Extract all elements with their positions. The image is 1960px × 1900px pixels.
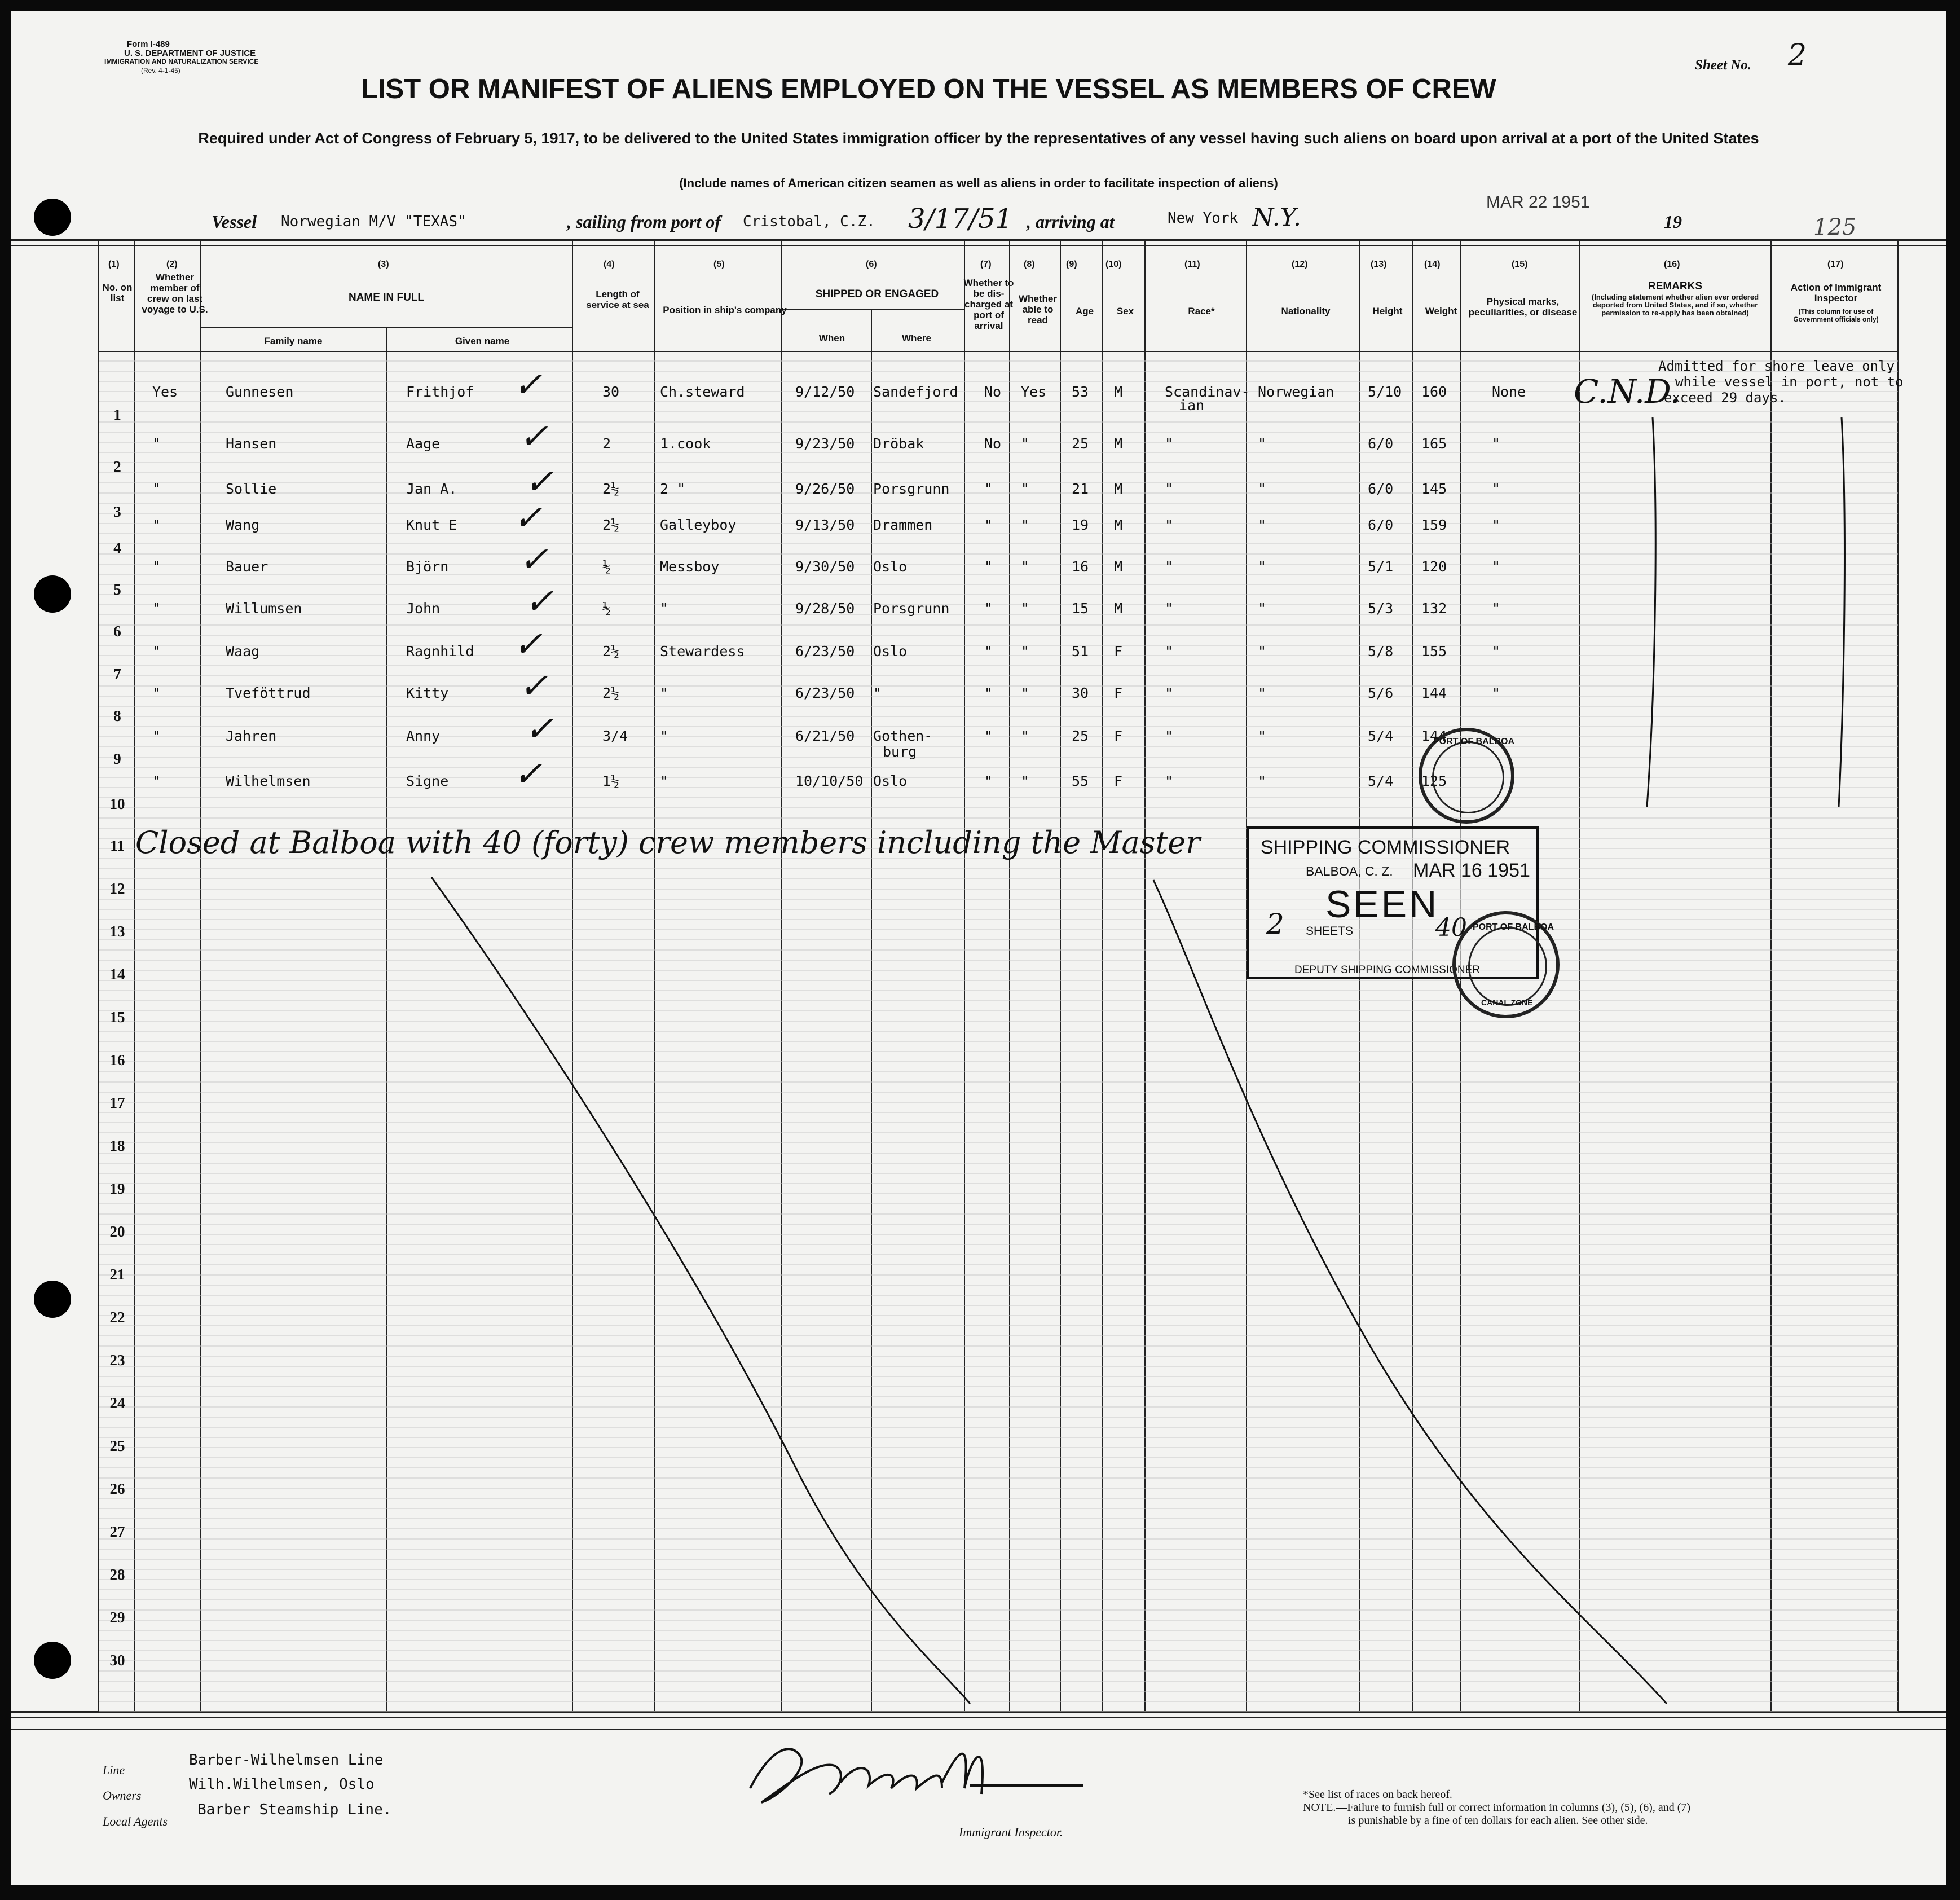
shipped-where: " xyxy=(873,685,882,701)
position: Stewardess xyxy=(660,643,745,659)
to-be-discharged: No xyxy=(984,436,1002,452)
row-number: 24 xyxy=(109,1395,125,1411)
able-to-read: " xyxy=(1021,728,1030,744)
header-where: Where xyxy=(902,333,931,344)
family-name: Hansen xyxy=(226,436,277,452)
col-number: (8) xyxy=(1024,260,1035,269)
sex: F xyxy=(1114,685,1123,701)
row-number: 12 xyxy=(109,880,125,897)
race: " xyxy=(1165,685,1174,701)
age: 16 xyxy=(1072,558,1089,575)
crew-last-voyage: Yes xyxy=(152,384,178,400)
nationality: " xyxy=(1258,685,1267,701)
footer-note: is punishable by a fine of ten dollars for each alien. See other side. xyxy=(1348,1814,1648,1827)
position: 1.cook xyxy=(660,436,711,452)
footer-line-value: Barber-Wilhelmsen Line xyxy=(189,1752,384,1769)
footer-agents-value: Barber Steamship Line. xyxy=(197,1801,392,1818)
sex: M xyxy=(1114,558,1123,575)
row-number: 26 xyxy=(109,1480,125,1497)
header-shipped-engaged: SHIPPED OR ENGAGED xyxy=(815,288,939,300)
row-number: 20 xyxy=(109,1223,125,1240)
given-name: Jan A. xyxy=(406,481,457,497)
age: 25 xyxy=(1072,728,1089,744)
service-length: 2½ xyxy=(602,517,620,533)
sex: F xyxy=(1114,728,1123,744)
able-to-read: " xyxy=(1021,685,1030,701)
stamp-sheets-label: SHEETS xyxy=(1306,925,1354,938)
sex: M xyxy=(1114,600,1123,617)
weight: 132 xyxy=(1421,600,1447,617)
shipped-when: 9/30/50 xyxy=(795,558,855,575)
height: 5/1 xyxy=(1368,558,1394,575)
family-name: Wilhelmsen xyxy=(226,773,311,789)
shipped-when: 6/23/50 xyxy=(795,685,855,701)
service-length: ½ xyxy=(602,558,611,575)
service-length: 30 xyxy=(602,384,620,400)
to-be-discharged: " xyxy=(984,600,993,617)
height: 5/10 xyxy=(1368,384,1402,400)
header-length-service: Length of service at sea xyxy=(586,289,649,310)
shipped-where: Oslo xyxy=(873,558,908,575)
sex: F xyxy=(1114,643,1123,659)
col-number: (11) xyxy=(1184,260,1200,269)
weight: 144 xyxy=(1421,685,1447,701)
header-height: Height xyxy=(1372,306,1403,316)
row-number: 1 xyxy=(113,406,121,423)
weight: 160 xyxy=(1421,384,1447,400)
shipped-when: 6/21/50 xyxy=(795,728,855,744)
age: 30 xyxy=(1072,685,1089,701)
header-family-name: Family name xyxy=(264,336,323,346)
physical-marks: None xyxy=(1492,384,1526,400)
header-crew-last-voyage: Whether member of crew on last voyage to U.S. xyxy=(142,272,208,315)
col-number: (5) xyxy=(713,260,725,269)
race: " xyxy=(1165,600,1174,617)
header-name-in-full: NAME IN FULL xyxy=(348,292,425,304)
able-to-read: " xyxy=(1021,600,1030,617)
inspector-label: Immigrant Inspector. xyxy=(959,1825,1063,1839)
to-be-discharged: " xyxy=(984,481,993,497)
check-mark-icon: ✓ xyxy=(525,580,554,622)
position: Messboy xyxy=(660,558,720,575)
crew-last-voyage: " xyxy=(152,685,161,701)
position: Galleyboy xyxy=(660,517,737,533)
col-number: (13) xyxy=(1371,260,1387,269)
col-number: (16) xyxy=(1664,260,1680,269)
sex: M xyxy=(1114,517,1123,533)
weight: 165 xyxy=(1421,436,1447,452)
header-no-on-list: No. on list xyxy=(102,282,133,304)
given-name: Frithjof xyxy=(406,384,474,400)
weight: 120 xyxy=(1421,558,1447,575)
page-title: LIST OR MANIFEST OF ALIENS EMPLOYED ON THE VESSEL AS MEMBERS OF CREW xyxy=(361,74,1496,104)
able-to-read: " xyxy=(1021,481,1030,497)
weight: 144 xyxy=(1421,728,1447,744)
age: 19 xyxy=(1072,517,1089,533)
col-number: (9) xyxy=(1066,260,1077,269)
crew-last-voyage: " xyxy=(152,558,161,575)
page-subtitle: Required under Act of Congress of February 5, 1917, to be delivered to the United States immigration officer by the representatives of any vessel having such aliens on board upon arrival at a port of the United States xyxy=(198,130,1759,147)
arrival-date-stamp: MAR 22 1951 xyxy=(1486,193,1590,212)
position: " xyxy=(660,728,669,744)
sex: M xyxy=(1114,436,1123,452)
row-number: 4 xyxy=(113,539,121,556)
weight: 125 xyxy=(1421,773,1447,789)
to-be-discharged: " xyxy=(984,643,993,659)
check-mark-icon: ✓ xyxy=(525,461,554,502)
shipped-where: Oslo xyxy=(873,643,908,659)
row-number: 18 xyxy=(109,1137,125,1154)
port-to: New York xyxy=(1168,210,1239,227)
col-number: (2) xyxy=(166,260,178,269)
sex: F xyxy=(1114,773,1123,789)
stamp-seen: SEEN xyxy=(1325,883,1439,926)
vessel-name: Norwegian M/V "TEXAS" xyxy=(281,213,466,230)
age: 25 xyxy=(1072,436,1089,452)
stamp-title: SHIPPING COMMISSIONER xyxy=(1261,837,1510,858)
year-label: 19 xyxy=(1664,212,1682,232)
row-number: 8 xyxy=(113,707,121,724)
row-number: 21 xyxy=(109,1266,125,1283)
header-weight: Weight xyxy=(1425,306,1457,316)
nationality: " xyxy=(1258,436,1267,452)
physical-marks: " xyxy=(1492,436,1501,452)
able-to-read: Yes xyxy=(1021,384,1047,400)
crew-last-voyage: " xyxy=(152,728,161,744)
weight: 159 xyxy=(1421,517,1447,533)
able-to-read: " xyxy=(1021,436,1030,452)
given-name: Signe xyxy=(406,773,449,789)
check-mark-icon: ✓ xyxy=(513,753,543,794)
service: IMMIGRATION AND NATURALIZATION SERVICE xyxy=(104,58,259,65)
col-number: (14) xyxy=(1424,260,1441,269)
nationality: Norwegian xyxy=(1258,384,1334,400)
shipped-when: 10/10/50 xyxy=(795,773,864,789)
seal-subtext: CANAL ZONE xyxy=(1481,998,1533,1007)
crew-last-voyage: " xyxy=(152,517,161,533)
check-mark-icon: ✓ xyxy=(525,708,554,749)
shipped-where: Gothen- xyxy=(873,728,933,744)
check-mark-icon: ✓ xyxy=(519,416,548,457)
row-number: 23 xyxy=(109,1352,125,1369)
remark-admitted: while vessel in port, not to xyxy=(1675,374,1904,390)
header-able-to-read: Whether able to read xyxy=(1019,293,1057,326)
height: 6/0 xyxy=(1368,481,1394,497)
shipped-where: Sandefjord xyxy=(873,384,958,400)
race: Scandinav- xyxy=(1165,384,1250,400)
physical-marks: " xyxy=(1492,643,1501,659)
family-name: Sollie xyxy=(226,481,277,497)
vessel-label: Vessel xyxy=(212,212,257,232)
sex: M xyxy=(1114,384,1123,400)
nationality: " xyxy=(1258,773,1267,789)
header-inspector-action: Action of Immigrant Inspector xyxy=(1790,282,1882,304)
row-number: 11 xyxy=(110,837,125,854)
row-number: 15 xyxy=(109,1009,125,1026)
page-mark: 125 xyxy=(1813,214,1857,240)
able-to-read: " xyxy=(1021,517,1030,533)
row-number: 28 xyxy=(109,1566,125,1583)
crew-last-voyage: " xyxy=(152,600,161,617)
manifest-sheet xyxy=(11,11,1946,1885)
able-to-read: " xyxy=(1021,773,1030,789)
shipped-when: 9/28/50 xyxy=(795,600,855,617)
footer-owners-value: Wilh.Wilhelmsen, Oslo xyxy=(189,1776,375,1793)
service-length: ½ xyxy=(602,600,611,617)
stamp-crew-count: 40 xyxy=(1435,913,1467,942)
stamp-date: MAR 16 1951 xyxy=(1413,860,1530,881)
family-name: Willumsen xyxy=(226,600,302,617)
header-age: Age xyxy=(1075,306,1094,316)
header-sex: Sex xyxy=(1116,306,1134,316)
to-be-discharged: " xyxy=(984,558,993,575)
crew-last-voyage: " xyxy=(152,643,161,659)
header-inspector-note: (This column for use of Government officials only) xyxy=(1793,307,1879,323)
nationality: " xyxy=(1258,558,1267,575)
header-discharged: Whether to be dis-charged at port of arrival xyxy=(963,278,1014,331)
revision: (Rev. 4-1-45) xyxy=(141,67,180,74)
height: 5/4 xyxy=(1368,773,1394,789)
given-name: Anny xyxy=(406,728,441,744)
check-mark-icon: ✓ xyxy=(513,364,543,405)
row-number: 6 xyxy=(113,623,121,640)
departure-date: 3/17/51 xyxy=(908,203,1013,235)
footer-line-label: Line xyxy=(103,1763,125,1777)
row-number: 29 xyxy=(109,1609,125,1626)
given-name: John xyxy=(406,600,441,617)
stamp-footer: DEPUTY SHIPPING COMMISSIONER xyxy=(1294,964,1481,976)
family-name: Gunnesen xyxy=(226,384,294,400)
height: 5/4 xyxy=(1368,728,1394,744)
shipped-where: Dröbak xyxy=(873,436,924,452)
sheet-number: 2 xyxy=(1788,38,1807,72)
weight: 145 xyxy=(1421,481,1447,497)
shipped-where: Oslo xyxy=(873,773,908,789)
able-to-read: " xyxy=(1021,558,1030,575)
shipped-when: 9/13/50 xyxy=(795,517,855,533)
header-remarks: REMARKS xyxy=(1648,280,1703,292)
physical-marks: " xyxy=(1492,558,1501,575)
position: " xyxy=(660,600,669,617)
shipped-when: 9/26/50 xyxy=(795,481,855,497)
given-name: Knut E xyxy=(406,517,457,533)
remark-cnd: C.N.D. xyxy=(1574,372,1681,411)
service-length: 1½ xyxy=(602,773,620,789)
sex: M xyxy=(1114,481,1123,497)
form-number: Form I-489 xyxy=(127,39,170,49)
row-number: 9 xyxy=(113,750,121,767)
row-number: 22 xyxy=(109,1309,125,1326)
nationality: " xyxy=(1258,643,1267,659)
to-be-discharged: " xyxy=(984,773,993,789)
check-mark-icon: ✓ xyxy=(513,623,543,665)
given-name: Björn xyxy=(406,558,449,575)
row-number: 30 xyxy=(109,1652,125,1669)
position: " xyxy=(660,773,669,789)
col-number: (1) xyxy=(108,260,120,269)
seal-text: PORT OF BALBOA xyxy=(1473,922,1554,932)
service-length: 2½ xyxy=(602,643,620,659)
port-of-balboa-seal xyxy=(1452,911,1560,1018)
col-number: (12) xyxy=(1292,260,1308,269)
to-be-discharged: " xyxy=(984,728,993,744)
port-of-balboa-seal xyxy=(1419,728,1514,824)
col-number: (3) xyxy=(378,260,389,269)
header-physical-marks: Physical marks, peculiarities, or disease xyxy=(1468,296,1578,318)
crew-last-voyage: " xyxy=(152,773,161,789)
header-nationality: Nationality xyxy=(1281,306,1331,316)
header-race: Race* xyxy=(1188,306,1215,316)
family-name: Waag xyxy=(226,643,260,659)
port-to-state: N.Y. xyxy=(1252,203,1302,232)
race: " xyxy=(1165,436,1174,452)
given-name: Kitty xyxy=(406,685,449,701)
position: " xyxy=(660,685,669,701)
stamp-sheets-count: 2 xyxy=(1266,908,1284,940)
stamp-location: BALBOA, C. Z. xyxy=(1306,864,1393,878)
race: " xyxy=(1165,481,1174,497)
position: 2 " xyxy=(660,481,686,497)
shipped-when: 9/12/50 xyxy=(795,384,855,400)
row-number: 2 xyxy=(113,458,121,475)
row-number: 19 xyxy=(109,1180,125,1197)
family-name: Jahren xyxy=(226,728,277,744)
row-number: 10 xyxy=(109,795,125,812)
age: 21 xyxy=(1072,481,1089,497)
to-be-discharged: " xyxy=(984,685,993,701)
age: 55 xyxy=(1072,773,1089,789)
weight: 155 xyxy=(1421,643,1447,659)
able-to-read: " xyxy=(1021,643,1030,659)
check-mark-icon: ✓ xyxy=(519,539,548,580)
height: 6/0 xyxy=(1368,436,1394,452)
shipped-where-cont: burg xyxy=(883,744,917,760)
physical-marks: " xyxy=(1492,685,1501,701)
row-number: 25 xyxy=(109,1437,125,1454)
race: " xyxy=(1165,558,1174,575)
note-line: (Include names of American citizen seamen as well as aliens in order to facilitate inspection of aliens) xyxy=(679,176,1278,190)
seal-text: PORT OF BALBOA xyxy=(1433,737,1514,746)
check-mark-icon: ✓ xyxy=(513,497,543,538)
sheet-label: Sheet No. xyxy=(1695,58,1751,73)
port-from: Cristobal, C.Z. xyxy=(743,213,875,230)
height: 5/8 xyxy=(1368,643,1394,659)
col-number: (6) xyxy=(866,260,877,269)
family-name: Bauer xyxy=(226,558,268,575)
physical-marks: " xyxy=(1492,481,1501,497)
height: 5/6 xyxy=(1368,685,1394,701)
position: Ch.steward xyxy=(660,384,745,400)
col-number: (17) xyxy=(1827,260,1844,269)
shipped-where: Drammen xyxy=(873,517,933,533)
remark-admitted: exceed 29 days. xyxy=(1664,390,1786,406)
footer-owners-label: Owners xyxy=(103,1788,142,1802)
shipped-where: Porsgrunn xyxy=(873,600,950,617)
nationality: " xyxy=(1258,517,1267,533)
service-length: 3/4 xyxy=(602,728,628,744)
row-number: 14 xyxy=(109,966,125,983)
sailing-label: , sailing from port of xyxy=(567,212,721,232)
row-number: 17 xyxy=(109,1094,125,1111)
row-number: 16 xyxy=(109,1052,125,1068)
row-number: 3 xyxy=(113,503,121,520)
service-length: 2 xyxy=(602,436,611,452)
physical-marks: " xyxy=(1492,517,1501,533)
footer-agents-label: Local Agents xyxy=(103,1814,168,1828)
col-number: (4) xyxy=(604,260,615,269)
remark-admitted: Admitted for shore leave only xyxy=(1658,358,1895,374)
to-be-discharged: No xyxy=(984,384,1002,400)
crew-last-voyage: " xyxy=(152,436,161,452)
header-remarks-note: (Including statement whether alien ever ordered deported from United States, and if so, whether permission to re-apply has been obtained) xyxy=(1591,293,1759,317)
age: 15 xyxy=(1072,600,1089,617)
race: " xyxy=(1165,773,1174,789)
handwritten-closing-note: Closed at Balboa with 40 (forty) crew members including the Master xyxy=(135,825,1200,860)
race: " xyxy=(1165,728,1174,744)
service-length: 2½ xyxy=(602,685,620,701)
header-when: When xyxy=(818,333,845,344)
height: 5/3 xyxy=(1368,600,1394,617)
to-be-discharged: " xyxy=(984,517,993,533)
footer-note: *See list of races on back hereof. xyxy=(1303,1788,1452,1801)
footer-note: NOTE.—Failure to furnish full or correct information in columns (3), (5), (6), and (7) xyxy=(1303,1801,1691,1814)
arriving-label: , arriving at xyxy=(1027,212,1115,232)
department: U. S. DEPARTMENT OF JUSTICE xyxy=(124,49,256,58)
row-number: 13 xyxy=(109,923,125,940)
row-number: 5 xyxy=(113,581,121,598)
height: 6/0 xyxy=(1368,517,1394,533)
col-number: (15) xyxy=(1512,260,1528,269)
race-cont: ian xyxy=(1179,397,1205,414)
family-name: Tveföttrud xyxy=(226,685,311,701)
shipped-where: Porsgrunn xyxy=(873,481,950,497)
age: 51 xyxy=(1072,643,1089,659)
race: " xyxy=(1165,643,1174,659)
given-name: Aage xyxy=(406,436,441,452)
row-number: 7 xyxy=(113,666,121,683)
col-number: (7) xyxy=(980,260,992,269)
nationality: " xyxy=(1258,600,1267,617)
header-position: Position in ship's company xyxy=(663,305,787,315)
physical-marks: " xyxy=(1492,600,1501,617)
age: 53 xyxy=(1072,384,1089,400)
col-number: (10) xyxy=(1105,260,1122,269)
race: " xyxy=(1165,517,1174,533)
family-name: Wang xyxy=(226,517,260,533)
service-length: 2½ xyxy=(602,481,620,497)
shipped-when: 6/23/50 xyxy=(795,643,855,659)
nationality: " xyxy=(1258,728,1267,744)
shipped-when: 9/23/50 xyxy=(795,436,855,452)
given-name: Ragnhild xyxy=(406,643,474,659)
nationality: " xyxy=(1258,481,1267,497)
row-number: 27 xyxy=(109,1523,125,1540)
header-given-name: Given name xyxy=(455,336,510,346)
check-mark-icon: ✓ xyxy=(519,665,548,706)
crew-last-voyage: " xyxy=(152,481,161,497)
